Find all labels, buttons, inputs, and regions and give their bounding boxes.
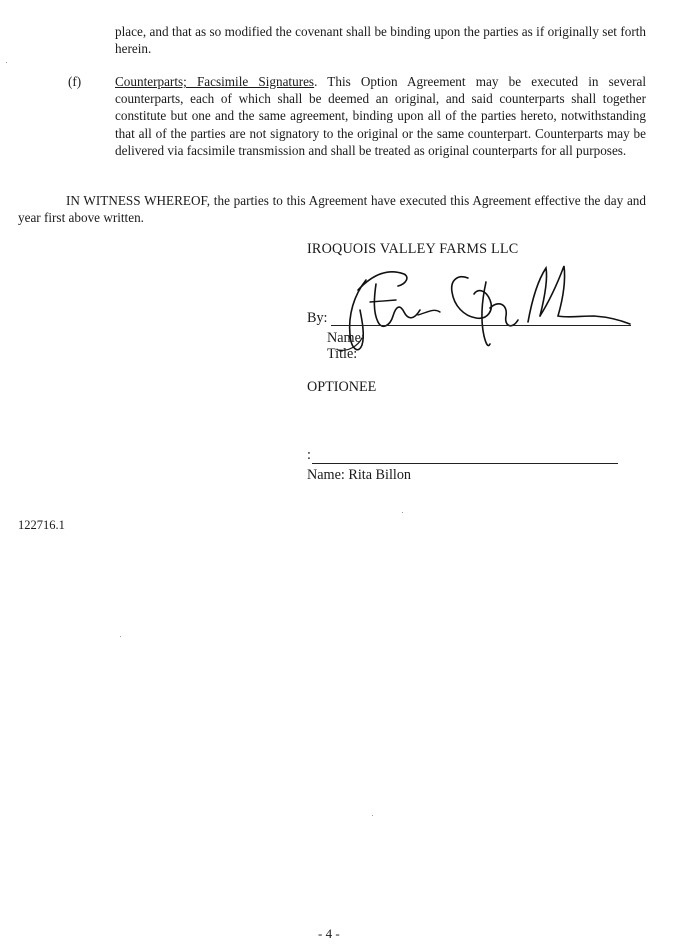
signature-line-company [331,325,631,326]
clause-counterparts [115,73,646,159]
handwritten-signature-icon [318,260,638,370]
scan-speck [402,512,403,513]
page-number: - 4 - [318,926,340,941]
by-label: By: [307,310,328,326]
scan-speck [372,815,373,816]
optionee-name: Name: Rita Billon [307,467,412,483]
continued-paragraph: place, and that as so modified the covenant shall be binding upon the parties as if originally set forth herein. [115,24,646,57]
company-name: IROQUOIS VALLEY FARMS LLC [307,241,519,257]
name-label: Name: [327,330,365,346]
title-label: Title: [327,346,358,362]
document-id: 122716.1 [18,518,65,532]
clause-body: This Option Agreement may be executed in several counterparts, each of which shall be deemed an original, and said counterparts shall together constitute but one and the same agreement, binding upon all of the parties hereto, notwithstanding that all of the parties are not signatory to the original or the same counterpart. Counterparts may be delivered via facsimile transmission and shall be treated as original counterparts for all purposes. [115,74,647,158]
witness-clause: IN WITNESS WHEREOF, the parties to this Agreement have executed this Agreement effective the day and year first above written. [18,193,646,226]
optionee-heading: OPTIONEE [307,379,377,395]
clause-heading-suffix: . [314,74,318,89]
colon-mark: : [307,447,311,463]
clause-marker: (f) [68,74,82,89]
clause-heading: Counterparts; Facsimile Signatures [115,74,315,89]
scan-speck [120,636,121,637]
scan-speck [6,62,7,63]
signature-line-optionee [312,463,618,464]
